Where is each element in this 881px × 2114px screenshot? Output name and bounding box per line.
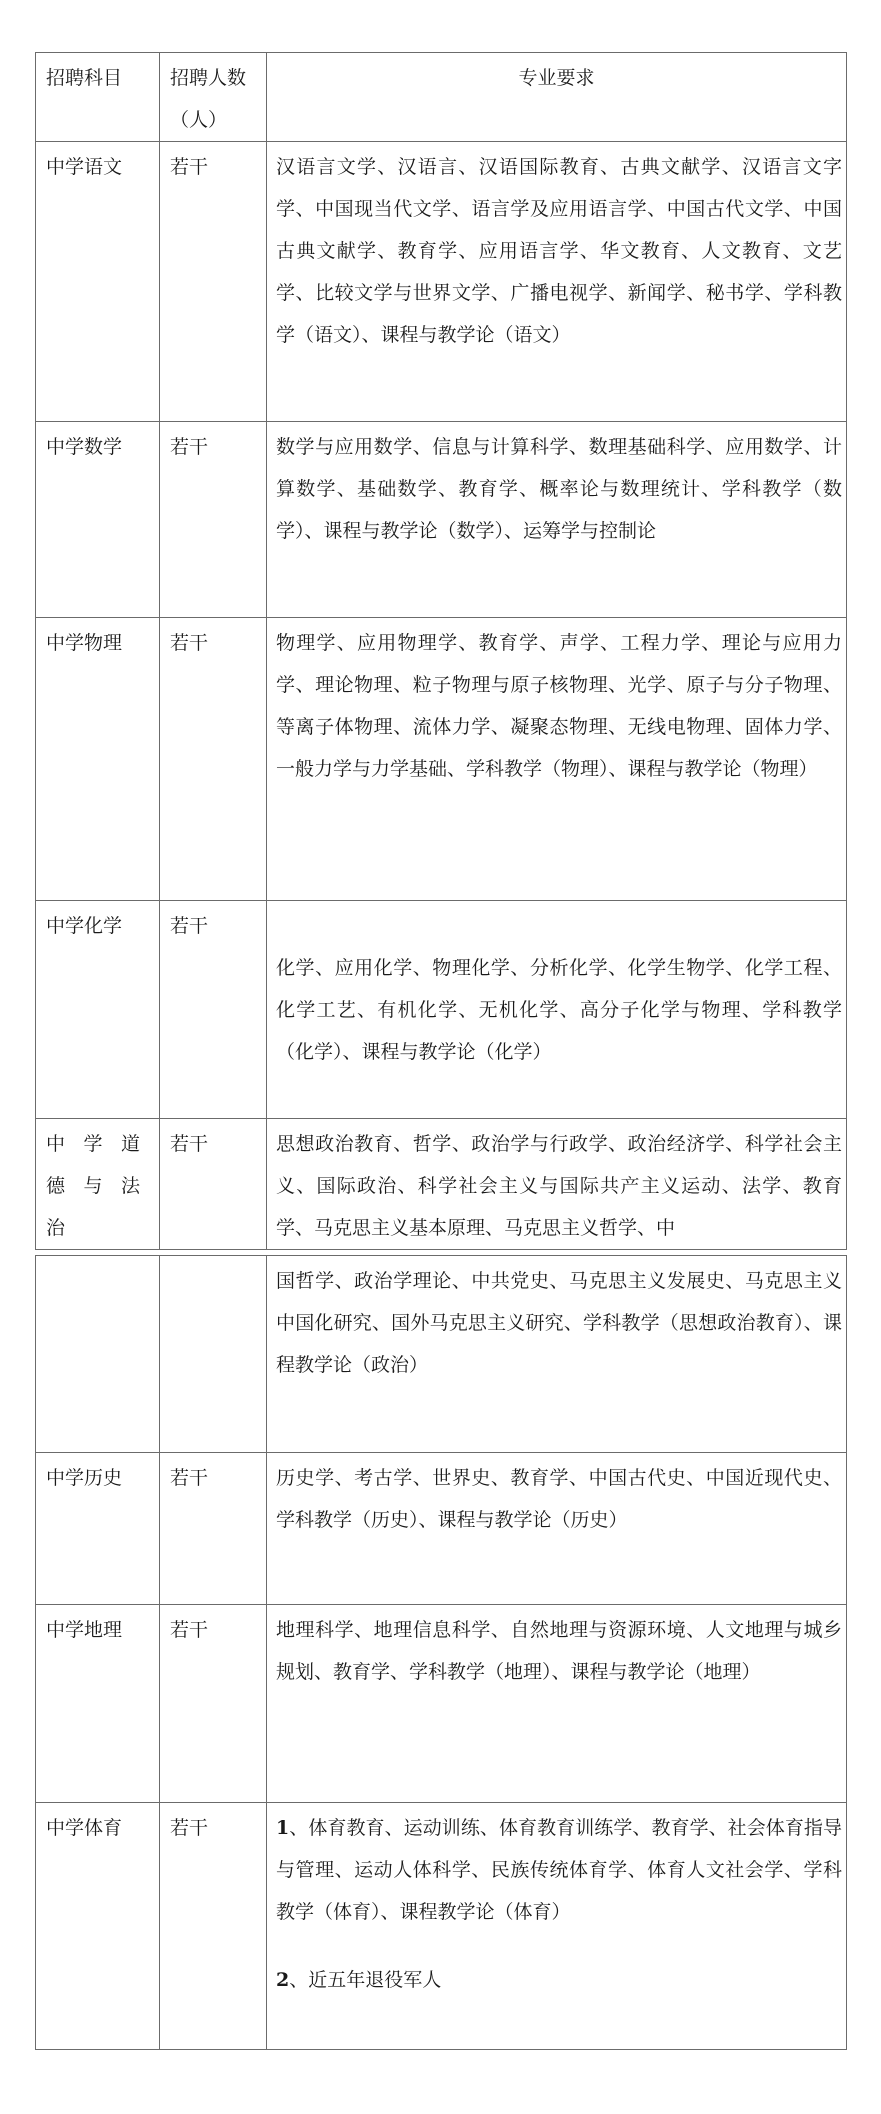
requirement-item-1-number: 1	[276, 1817, 290, 1839]
table-row	[36, 618, 847, 901]
requirement-item-1	[276, 1807, 842, 1933]
count-cell: 若干	[170, 1817, 209, 1839]
subject-cell: 中学历史	[46, 1467, 123, 1489]
requirement-item-2-number: 2	[276, 1969, 290, 1991]
table-row	[36, 1119, 847, 1250]
subject-cell: 中学体育	[46, 1817, 123, 1839]
header-count-cell	[160, 53, 267, 142]
requirement-cell	[267, 1803, 846, 2001]
requirement-cell: 国哲学、政治学理论、中共党史、马克思主义发展史、马克思主义中国化研究、国外马克思主义研究、学科教学（思想政治教育）、课程教学论（政治）	[276, 1270, 842, 1376]
subject-cell: 中学语文	[46, 156, 123, 178]
paragraph-gap	[276, 1933, 842, 1959]
requirement-cell: 思想政治教育、哲学、政治学与行政学、政治经济学、科学社会主义、国际政治、科学社会主义与国际共产主义运动、法学、教育学、马克思主义基本原理、马克思主义哲学、中	[276, 1133, 842, 1239]
count-cell: 若干	[170, 436, 209, 458]
requirement-cell: 数学与应用数学、信息与计算科学、数理基础科学、应用数学、计算数学、基础数学、教育学、概率论与数理统计、学科教学（数学）、课程与教学论（数学）、运筹学与控制论	[276, 436, 842, 542]
count-cell: 若干	[170, 632, 209, 654]
count-cell: 若干	[170, 915, 209, 937]
header-requirement-cell	[267, 53, 847, 142]
requirement-cell: 物理学、应用物理学、教育学、声学、工程力学、理论与应用力学、理论物理、粒子物理与原子核物理、光学、原子与分子物理、等离子体物理、流体力学、凝聚态物理、无线电物理、固体力学、一般力学与力学基础、学科教学（物理）、课程与教学论（物理）	[276, 632, 842, 780]
table-header-row	[36, 53, 847, 142]
recruitment-table-part2	[35, 1255, 847, 2050]
subject-cell: 中学地理	[46, 1619, 123, 1641]
table-row	[36, 142, 847, 422]
header-requirement: 专业要求	[518, 67, 595, 89]
subject-cell: 中学物理	[46, 632, 123, 654]
requirement-item-2-text: 、近五年退役军人	[289, 1969, 442, 1991]
recruitment-table-part1	[35, 52, 847, 1250]
count-cell: 若干	[170, 156, 209, 178]
header-subject-cell	[36, 53, 160, 142]
subject-cell	[36, 1256, 159, 1260]
subject-cell: 中学化学	[46, 915, 123, 937]
requirement-cell: 地理科学、地理信息科学、自然地理与资源环境、人文地理与城乡规划、教育学、学科教学（地理）、课程与教学论（地理）	[276, 1619, 842, 1683]
header-count: 招聘人数（人）	[170, 67, 247, 131]
count-cell: 若干	[170, 1619, 209, 1641]
requirement-item-2	[276, 1959, 842, 2001]
table-row	[36, 1803, 847, 2050]
requirement-cell: 汉语言文学、汉语言、汉语国际教育、古典文献学、汉语言文字学、中国现当代文学、语言学及应用语言学、中国古代文学、中国古典文献学、教育学、应用语言学、华文教育、人文教育、文艺学、比较文学与世界文学、广播电视学、新闻学、秘书学、学科教学（语文）、课程与教学论（语文）	[276, 156, 842, 346]
table-row	[36, 1256, 847, 1453]
table-row	[36, 901, 847, 1119]
requirement-item-1-text: 、体育教育、运动训练、体育教育训练学、教育学、社会体育指导与管理、运动人体科学、民族传统体育学、体育人文社会学、学科教学（体育）、课程教学论（体育）	[276, 1817, 842, 1923]
subject-cell: 中学道德与法治	[46, 1133, 149, 1239]
count-cell: 若干	[170, 1133, 209, 1155]
table-row	[36, 1453, 847, 1605]
count-cell: 若干	[170, 1467, 209, 1489]
header-subject: 招聘科目	[46, 67, 123, 89]
requirement-cell: 化学、应用化学、物理化学、分析化学、化学生物学、化学工程、化学工艺、有机化学、无机化学、高分子化学与物理、学科教学（化学）、课程与教学论（化学）	[276, 957, 842, 1063]
count-cell	[160, 1256, 266, 1260]
table-row	[36, 1605, 847, 1803]
subject-cell: 中学数学	[46, 436, 123, 458]
table-row	[36, 422, 847, 618]
requirement-cell: 历史学、考古学、世界史、教育学、中国古代史、中国近现代史、学科教学（历史）、课程与教学论（历史）	[276, 1467, 842, 1531]
